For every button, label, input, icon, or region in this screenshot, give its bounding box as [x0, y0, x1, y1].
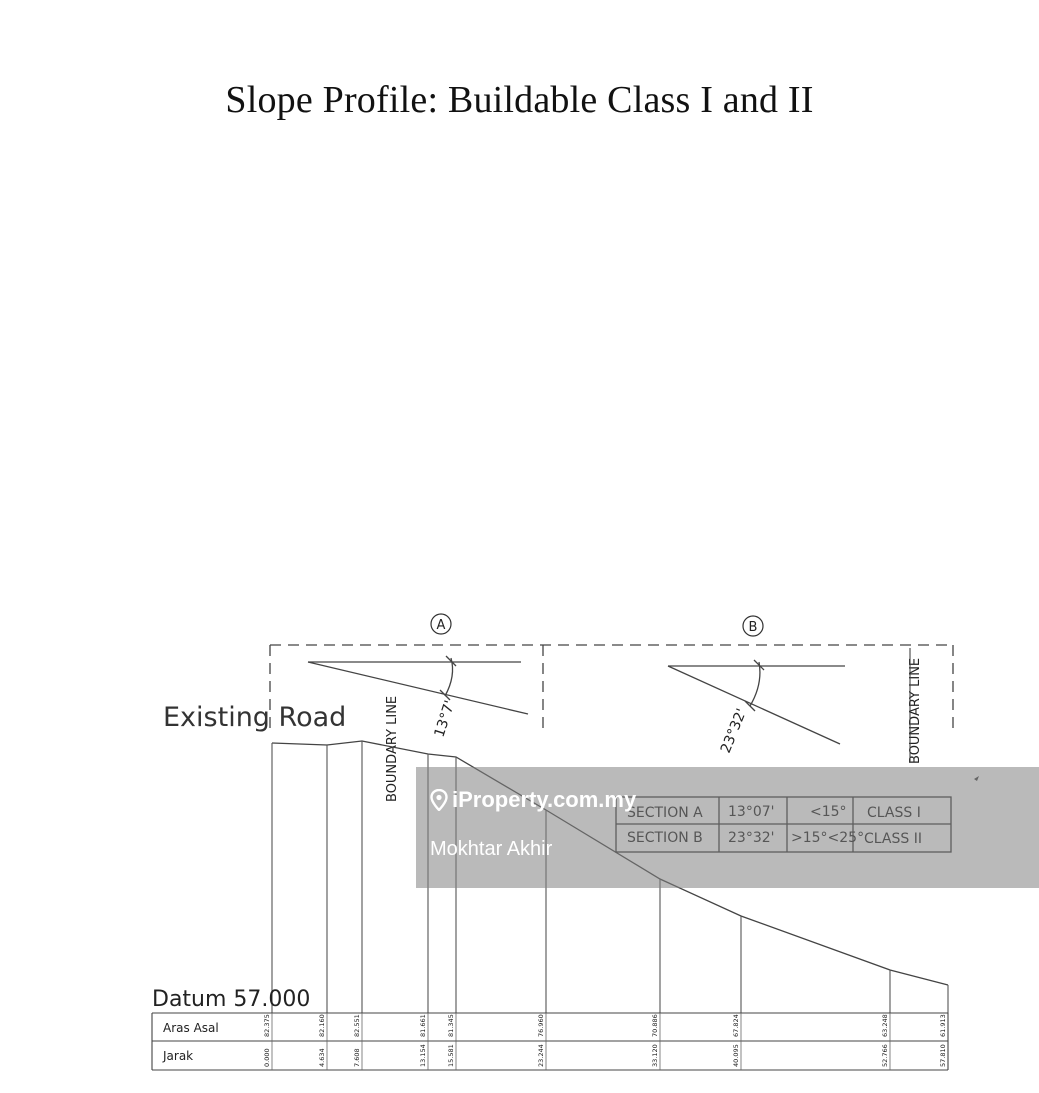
aras-asal-value: 82.551 — [353, 1014, 361, 1037]
aras-asal-value: 82.375 — [263, 1014, 271, 1037]
jarak-value: 23.244 — [537, 1044, 545, 1067]
page-title: Slope Profile: Buildable Class I and II — [225, 79, 814, 121]
jarak-value: 33.120 — [651, 1044, 659, 1067]
section-a-angle-label: 13°7' — [431, 698, 459, 740]
boundary-line-left-label: BOUNDARY LINE — [385, 695, 400, 802]
watermark-agent-name: Mokhtar Akhir — [430, 838, 553, 860]
aras-asal-value: 63.248 — [881, 1014, 889, 1037]
jarak-value: 4.634 — [318, 1048, 326, 1067]
section-detail-frame — [270, 645, 953, 735]
aras-asal-value: 70.886 — [651, 1014, 659, 1037]
aras-asal-values — [263, 1014, 947, 1037]
aras-asal-value: 76.960 — [537, 1014, 545, 1037]
jarak-value: 7.608 — [353, 1048, 361, 1067]
jarak-value: 0.000 — [263, 1048, 271, 1067]
section-b-angle-label: 23°32' — [717, 706, 751, 756]
row-label-aras-asal: Aras Asal — [163, 1021, 219, 1035]
row-label-jarak: Jarak — [163, 1049, 194, 1063]
jarak-values — [263, 1044, 947, 1067]
section-marker-b — [743, 616, 763, 636]
section-marker-b-label: B — [748, 620, 758, 635]
aras-asal-value: 61.913 — [939, 1014, 947, 1037]
jarak-value: 13.154 — [419, 1044, 427, 1067]
watermark-brand-text: iProperty.com.my — [452, 787, 637, 812]
aras-asal-value: 81.345 — [447, 1014, 455, 1037]
watermark-brand — [430, 787, 636, 813]
aras-asal-value: 67.824 — [732, 1014, 740, 1037]
jarak-value: 52.766 — [881, 1044, 889, 1067]
jarak-value: 57.810 — [939, 1044, 947, 1067]
profile-data-table — [152, 1013, 948, 1070]
section-b-angle-sketch — [668, 660, 845, 744]
watermark-banner — [416, 767, 1039, 888]
boundary-line-right-label: BOUNDARY LINE — [908, 657, 923, 764]
section-marker-a-label: A — [436, 618, 446, 633]
datum-label: Datum 57.000 — [152, 987, 311, 1012]
jarak-value: 15.581 — [447, 1044, 455, 1067]
aras-asal-value: 82.160 — [318, 1014, 326, 1037]
section-marker-a — [431, 614, 451, 634]
existing-road-label: Existing Road — [163, 702, 347, 733]
location-pin-icon — [430, 789, 448, 811]
aras-asal-value: 81.661 — [419, 1014, 427, 1037]
jarak-value: 40.095 — [732, 1044, 740, 1067]
